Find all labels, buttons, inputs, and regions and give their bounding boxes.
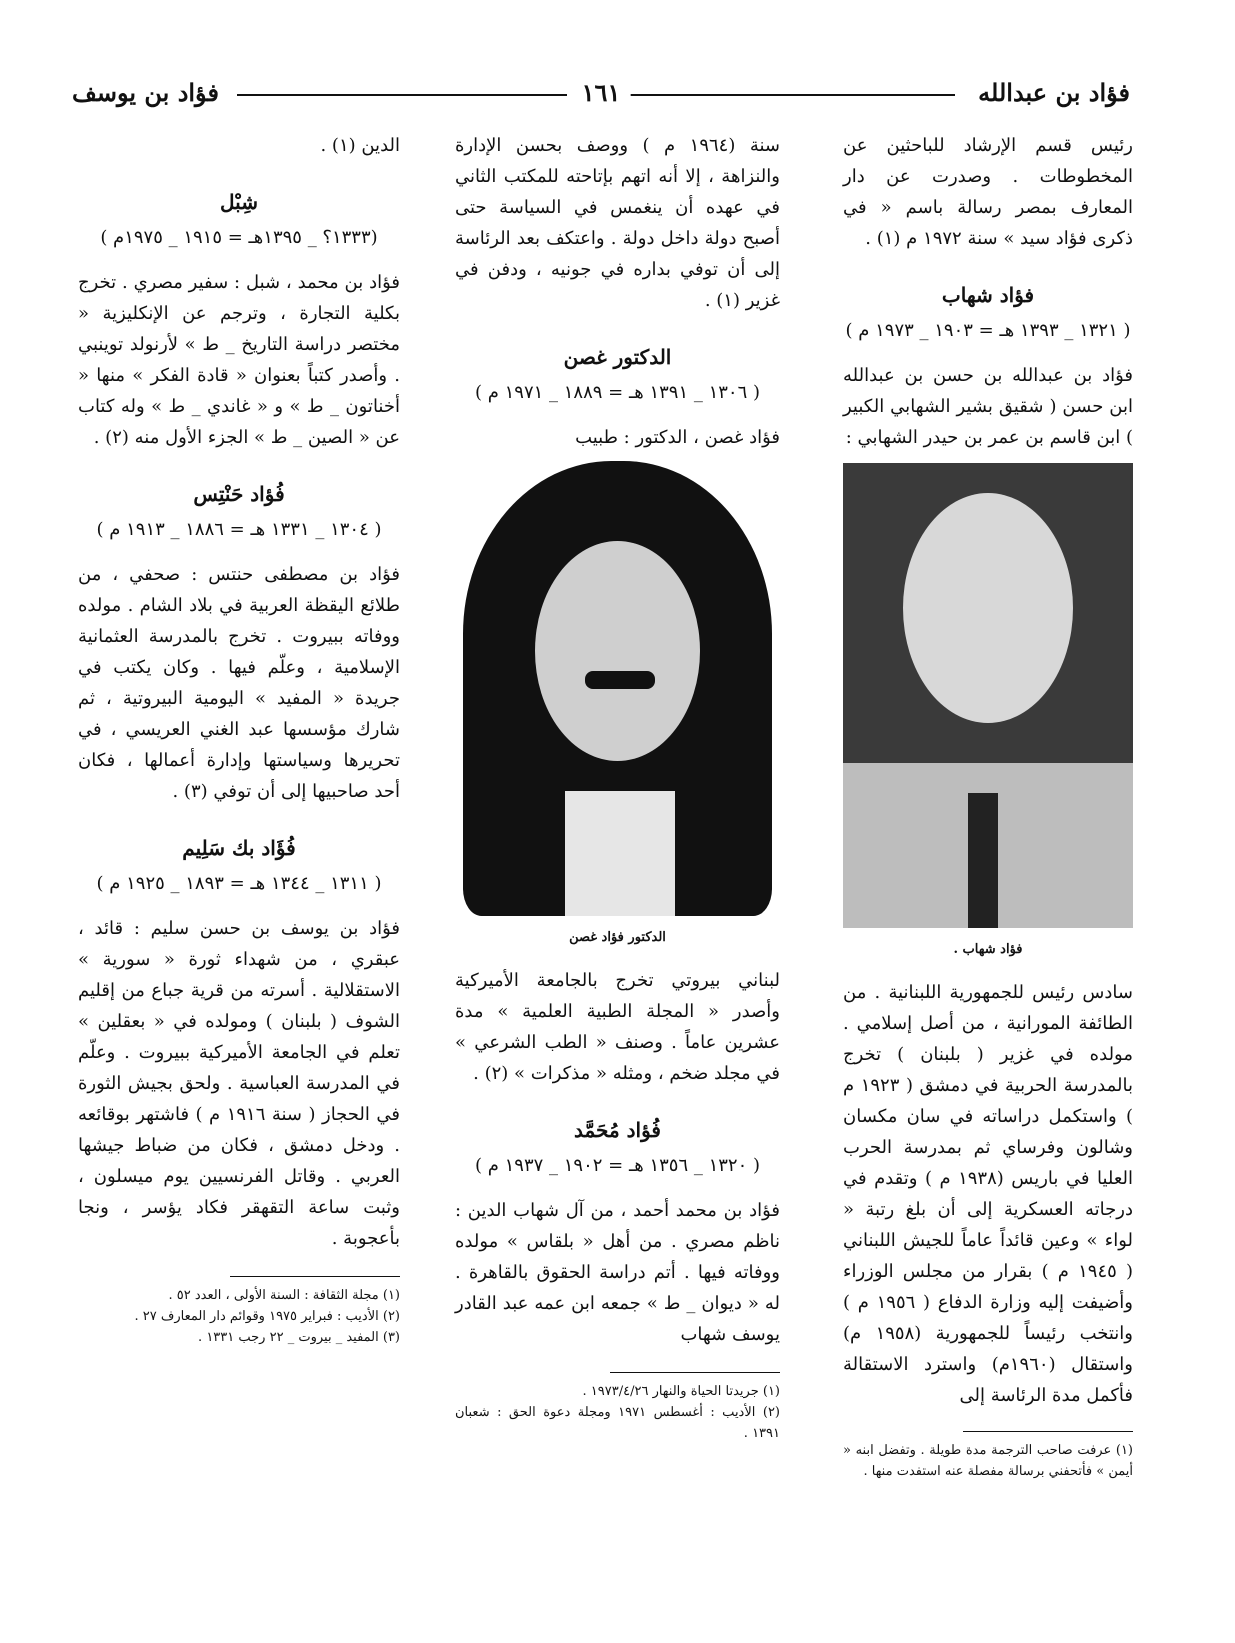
entry-text-dr-ghosn-b: لبناني بيروتي تخرج بالجامعة الأميركية وأصدر « المجلة الطبية العلمية » مدة عشرين عاماً . وصنف « الطب الشرعي » في مجلد ضخم ، ومثله « مذكرات » (٢) . — [455, 970, 780, 1084]
column-right-intro: رئيس قسم الإرشاد للباحثين عن المخطوطات . وصدرت عن دار المعارف بمصر رسالة باسم « في ذكرى فؤاد سيد » سنة ١٩٧٢ م (١) . — [843, 135, 1133, 249]
entry-dates-fuad-bek-salim: ( ١٣١١ _ ١٣٤٤ هـ = ١٨٩٣ _ ١٩٢٥ م ) — [96, 873, 382, 894]
footnote-middle-1: (١) جريدتا الحياة والنهار ١٩٧٣/٤/٢٦ . — [582, 1384, 780, 1399]
entry-title-fuad-bek-salim: فُؤَاد بك سَلِيم — [182, 836, 296, 860]
column-middle — [455, 130, 780, 1444]
column-left-intro: الدين (١) . — [320, 135, 400, 156]
header-rule-left — [237, 94, 567, 96]
photo-fuad-shehab — [843, 463, 1133, 928]
entry-title-fuad-hantas: فُؤاد حَنْتِس — [193, 482, 285, 506]
entry-dates-shebl: (١٣٣٣؟ _ ١٣٩٥هـ = ١٩١٥ _ ١٩٧٥م ) — [100, 227, 378, 248]
header-left-title: فؤاد بن يوسف — [72, 78, 219, 107]
photo-dr-ghosn — [455, 461, 780, 916]
entry-dates-dr-ghosn: ( ١٣٠٦ _ ١٣٩١ هـ = ١٨٨٩ _ ١٩٧١ م ) — [475, 382, 760, 403]
entry-title-fuad-mohammad: فُؤاد مُحَمَّد — [573, 1118, 661, 1142]
page-number: ١٦١ — [572, 78, 631, 107]
footnote-left-3: (٣) المفيد _ بيروت _ ٢٢ رجب ١٣٣١ . — [198, 1330, 400, 1345]
entry-text-fuad-mohammad: فؤاد بن محمد أحمد ، من آل شهاب الدين : ناظم مصري . من أهل « بلقاس » مولده ووفاته فيها . أتم دراسة الحقوق بالقاهرة . له « ديوان _ ط » جمعه ابن عمه عبد القادر يوسف شهاب — [455, 1200, 780, 1345]
entry-dates-fuad-shehab: ( ١٣٢١ _ ١٣٩٣ هـ = ١٩٠٣ _ ١٩٧٣ م ) — [845, 320, 1131, 341]
footnote-right: (١) عرفت صاحب الترجمة مدة طويلة . وتفضل ابنه « أيمن » فأتحفني برسالة مفصلة عنه استفدت منها . — [843, 1443, 1133, 1479]
photo-caption-dr-ghosn: الدكتور فؤاد غصن — [569, 930, 666, 945]
entry-text-dr-ghosn-a: فؤاد غصن ، الدكتور : طبيب — [575, 427, 780, 448]
entry-dates-fuad-hantas: ( ١٣٠٤ _ ١٣٣١ هـ = ١٨٨٦ _ ١٩١٣ م ) — [96, 519, 382, 540]
column-middle-intro: سنة (١٩٦٤ م ) ووصف بحسن الإدارة والنزاهة ، إلا أنه اتهم بإتاحته للمكتب الثاني في عهده أن ينغمس في السياسة حتى أصبح دولة داخل دولة . واعتكف بعد الرئاسة إلى أن توفي بداره في جونيه ، ودفن في غزير (١) . — [455, 135, 780, 311]
header-right-title: فؤاد بن عبدالله — [978, 78, 1130, 107]
entry-title-shebl: شِبْل — [220, 190, 258, 214]
entry-text-fuad-bek-salim: فؤاد بن يوسف بن حسن سليم : قائد ، عبقري ، من شهداء ثورة « سورية » الاستقلالية . أسرته من قرية جباع من إقليم الشوف ( بلبنان ) ومولده في « بعقلين » تعلم في الجامعة الأميركية ببيروت . وعلّم في المدرسة العباسية . ولحق بجيش الثورة في الحجاز ( سنة ١٩١٦ م ) فاشتهر بوقائعه . ودخل دمشق ، فكان من ضباط جيشها العربي . وقاتل الفرنسيين يوم ميسلون ، وثبت ساعة التقهقر فكاد يؤسر ، ونجا بأعجوبة . — [78, 918, 400, 1249]
entry-text-fuad-shehab-a: فؤاد بن عبدالله بن حسن بن عبدالله ابن حسن ( شقيق بشير الشهابي الكبير ) ابن قاسم بن عمر بن حيدر الشهابي : — [843, 365, 1133, 448]
entry-text-fuad-hantas: فؤاد بن مصطفى حنتس : صحفي ، من طلائع اليقظة العربية في بلاد الشام . مولده ووفاته ببيروت . تخرج بالمدرسة العثمانية الإسلامية ، وعلّم فيها . وكان يكتب في جريدة « المفيد » اليومية البيروتية ، ثم شارك مؤسسها عبد الغني العريسي ، في تحريرها وسياستها وإدارة أعمالها ، فكان أحد صاحبيها إلى أن توفي (٣) . — [78, 564, 400, 802]
footnote-rule-left — [230, 1276, 400, 1277]
header-rule-right — [625, 94, 955, 96]
column-left — [78, 130, 400, 1348]
footnote-rule-right — [963, 1431, 1133, 1432]
running-header — [72, 78, 1130, 112]
footnote-left-1: (١) مجلة الثقافة : السنة الأولى ، العدد ٥٢ . — [168, 1288, 400, 1303]
entry-title-dr-ghosn: الدكتور غصن — [563, 345, 672, 369]
entry-text-shebl: فؤاد بن محمد ، شبل : سفير مصري . تخرج بكلية التجارة ، وترجم عن الإنكليزية « مختصر دراسة التاريخ _ ط » لأرنولد توينبي . وأصدر كتباً بعنوان « قادة الفكر » منها « أخناتون _ ط » و « غاندي _ ط » وله كتاب عن « الصين _ ط » الجزء الأول منه (٢) . — [78, 272, 400, 448]
footnote-middle-2: (٢) الأديب : أغسطس ١٩٧١ ومجلة دعوة الحق : شعبان ١٣٩١ . — [455, 1405, 780, 1441]
column-right — [843, 130, 1133, 1482]
footnote-rule-middle — [610, 1372, 780, 1373]
entry-text-fuad-shehab-b: سادس رئيس للجمهورية اللبنانية . من الطائفة المورانية ، من أصل إسلامي . مولده في غزير ( بلبنان ) تخرج بالمدرسة الحربية في دمشق ( ١٩٢٣ م ) واستكمل دراساته في سان مكسان وشالون وفرساي ثم بمدرسة الحرب العليا في باريس (١٩٣٨ م ) وتقدم في درجاته العسكرية إلى أن بلغ رتبة « لواء » وعين قائداً عاماً للجيش اللبناني ( ١٩٤٥ م ) بقرار من مجلس الوزراء وأضيفت إليه وزارة الدفاع ( ١٩٥٦ م ) وانتخب رئيساً للجمهورية (١٩٥٨ م) واستقال (١٩٦٠م) واسترد الاستقالة فأكمل مدة الرئاسة إلى — [843, 982, 1134, 1406]
entry-title-fuad-shehab: فؤاد شهاب — [941, 283, 1035, 307]
photo-caption-fuad-shehab: فؤاد شهاب . — [953, 942, 1023, 957]
entry-dates-fuad-mohammad: ( ١٣٢٠ _ ١٣٥٦ هـ = ١٩٠٢ _ ١٩٣٧ م ) — [475, 1155, 760, 1176]
footnote-left-2: (٢) الأديب : فبراير ١٩٧٥ وقوائم دار المعارف ٢٧ . — [134, 1309, 400, 1324]
